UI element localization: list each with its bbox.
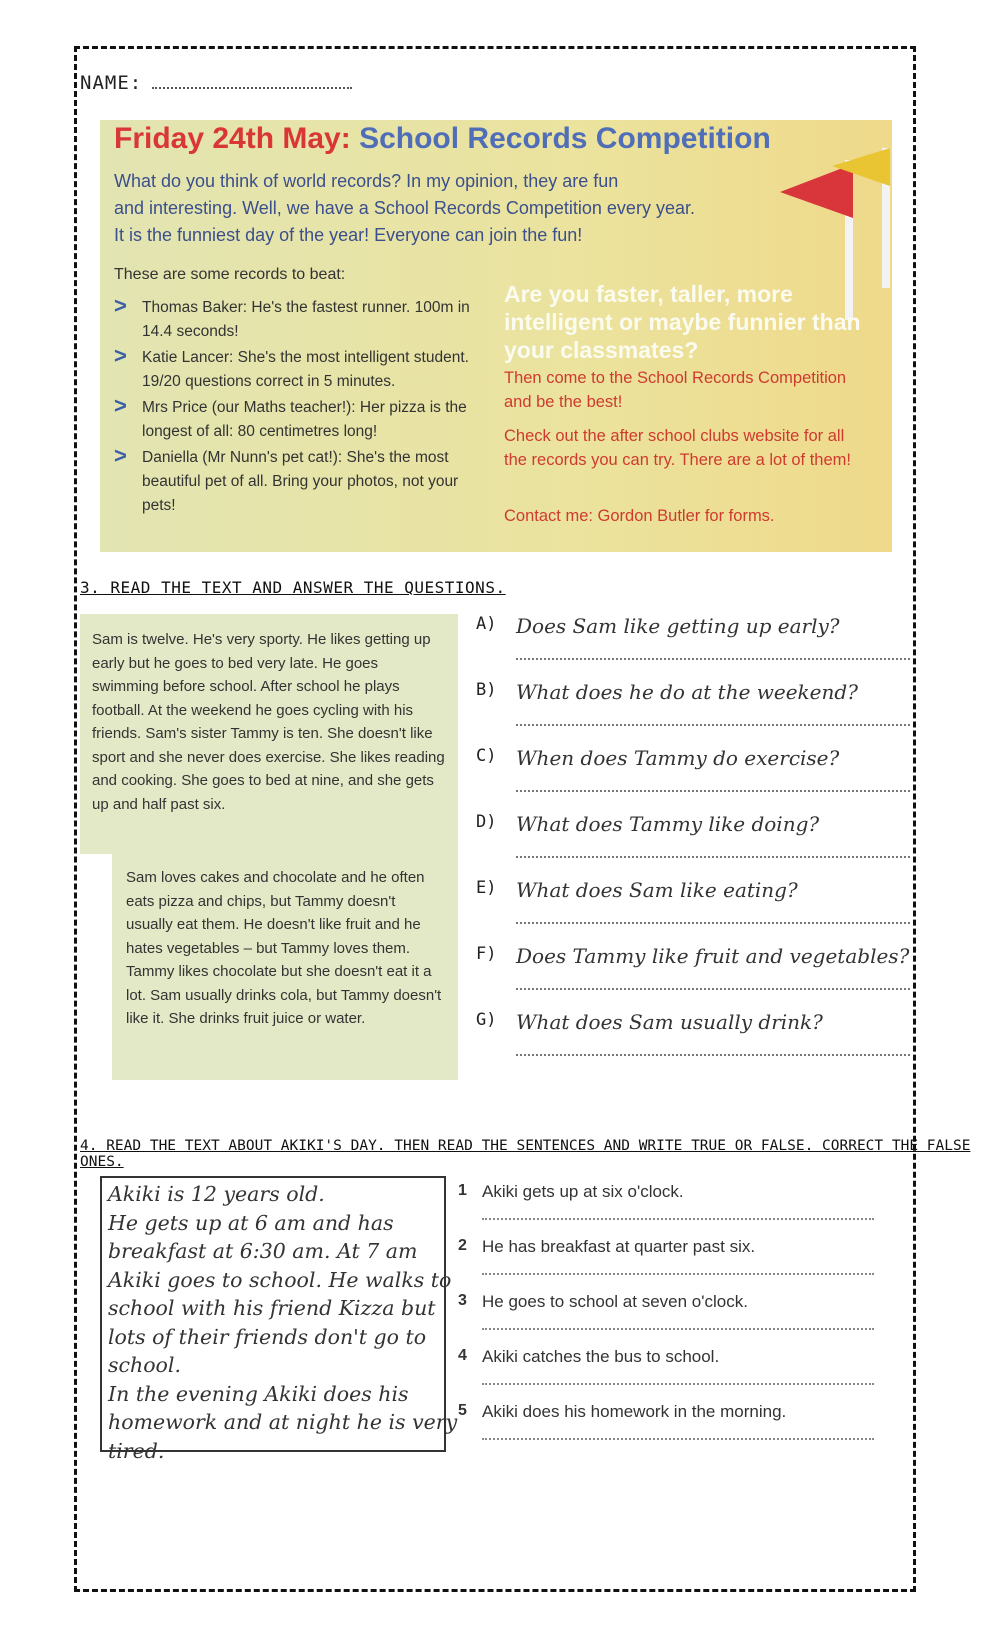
- sentence-number: 3: [458, 1292, 467, 1309]
- answer-line[interactable]: [516, 658, 910, 660]
- question-letter: A): [476, 614, 497, 634]
- question-text: When does Tammy do exercise?: [516, 746, 840, 770]
- question-item: [476, 810, 916, 876]
- akiki-line: He gets up at 6 am and has: [108, 1210, 394, 1235]
- records-flyer: [100, 120, 892, 552]
- flyer-title: [114, 122, 771, 156]
- flyer-intro: [114, 168, 774, 249]
- section-4-heading: 4. READ THE TEXT ABOUT AKIKI'S DAY. THEN READ THE SENTENCES AND WRITE TRUE OR FALSE. CORRECT THE FALSE ONES.: [80, 1138, 971, 1170]
- sentence-item: [458, 1237, 878, 1292]
- akiki-line: Akiki goes to school. He walks to: [108, 1267, 452, 1292]
- chevron-right-icon: >: [114, 443, 127, 468]
- question-letter: D): [476, 812, 497, 832]
- question-item: [476, 942, 916, 1008]
- akiki-line: homework and at night he is very: [108, 1410, 458, 1434]
- akiki-text-box: [100, 1176, 458, 1463]
- intro-line: and interesting. Well, we have a School Records Competition every year.: [114, 198, 695, 218]
- question-item: [476, 678, 916, 744]
- answer-line[interactable]: [482, 1383, 874, 1385]
- name-field[interactable]: [80, 72, 352, 94]
- answer-line[interactable]: [516, 988, 910, 990]
- flyer-date: Friday 24th May:: [114, 122, 351, 155]
- sentence-item: [458, 1347, 878, 1402]
- sam-text-paragraph: Sam loves cakes and chocolate and he often eats pizza and chips, but Tammy doesn't usually eat them. He doesn't like fruit and he hates vegetables – but Tammy loves them. Tammy likes chocolate but she doesn't eat it a lot. Sam usually drinks cola, but Tammy doesn't like it. She drinks fruit juice or water.: [126, 869, 442, 1027]
- intro-line: It is the funniest day of the year! Everyone can join the fun!: [114, 225, 583, 245]
- flags-icon: [760, 140, 900, 230]
- sentence-number: 2: [458, 1237, 467, 1254]
- question-letter: F): [476, 944, 497, 964]
- record-item: > Daniella (Mr Nunn's pet cat!): She's the most beautiful pet of all. Bring your photos, not your pets!: [114, 443, 459, 514]
- flyer-question: Are you faster, taller, more intelligent or maybe funnier than your classmates?: [504, 281, 861, 363]
- sentence-item: [458, 1402, 878, 1457]
- sam-text-box: [80, 614, 458, 854]
- akiki-line: tired.: [108, 1438, 165, 1463]
- sentence-number: 4: [458, 1347, 467, 1364]
- answer-line[interactable]: [516, 922, 910, 924]
- flyer-website: Check out the after school clubs website for all the records you can try. There are a lot of them!: [504, 427, 851, 469]
- name-blank[interactable]: [152, 87, 352, 89]
- flyer-come: Then come to the School Records Competition and be the best!: [504, 369, 847, 411]
- question-item: [476, 1008, 916, 1074]
- akiki-line: lots of their friends don't go to: [108, 1324, 427, 1349]
- question-letter: E): [476, 878, 497, 898]
- answer-line[interactable]: [516, 724, 910, 726]
- akiki-line: Akiki is 12 years old.: [108, 1182, 325, 1206]
- question-text: Does Sam like getting up early?: [516, 614, 840, 638]
- sentence-text: Akiki gets up at six o'clock.: [482, 1182, 684, 1201]
- answer-line[interactable]: [516, 790, 910, 792]
- sentence-text: He has breakfast at quarter past six.: [482, 1237, 756, 1256]
- sentence-text: Akiki catches the bus to school.: [482, 1347, 720, 1366]
- answer-line[interactable]: [482, 1218, 874, 1220]
- record-item: > Katie Lancer: She's the most intelligent student. 19/20 questions correct in 5 minutes.: [114, 343, 469, 390]
- question-item: [476, 876, 916, 942]
- akiki-line: school.: [108, 1353, 181, 1377]
- question-letter: C): [476, 746, 497, 766]
- answer-line[interactable]: [482, 1328, 874, 1330]
- akiki-line: breakfast at 6:30 am. At 7 am: [108, 1239, 418, 1263]
- answer-line[interactable]: [516, 1054, 910, 1056]
- question-list: [476, 612, 916, 1074]
- question-text: What does Sam usually drink?: [516, 1010, 823, 1034]
- sam-text-box: [112, 854, 458, 1080]
- sentence-item: [458, 1182, 878, 1237]
- flyer-contact: Contact me: Gordon Butler for forms.: [504, 507, 775, 525]
- sam-text-paragraph: Sam is twelve. He's very sporty. He likes getting up early but he goes to bed very late. He goes swimming before school. After school he plays football. At the weekend he goes cycling with his friends. Sam's sister Tammy is ten. She doesn't like sport and she never does exercise. She likes reading and cooking. She goes to bed at nine, and she gets up and half past six.: [92, 631, 445, 813]
- question-letter: B): [476, 680, 497, 700]
- question-text: Does Tammy like fruit and vegetables?: [516, 944, 910, 968]
- akiki-line: In the evening Akiki does his: [108, 1381, 409, 1406]
- question-item: [476, 744, 916, 810]
- answer-line[interactable]: [482, 1438, 874, 1440]
- question-text: What does Sam like eating?: [516, 878, 798, 902]
- intro-line: What do you think of world records? In my opinion, they are fun: [114, 171, 619, 191]
- question-item: [476, 612, 916, 678]
- sentence-text: Akiki does his homework in the morning.: [482, 1402, 787, 1421]
- sentence-text: He goes to school at seven o'clock.: [482, 1292, 748, 1311]
- records-heading: These are some records to beat:: [114, 266, 346, 283]
- record-item: > Thomas Baker: He's the fastest runner. 100m in 14.4 seconds!: [114, 293, 470, 340]
- record-item: > Mrs Price (our Maths teacher!): Her pizza is the longest of all: 80 centimetres long!: [114, 393, 467, 440]
- flyer-competition: School Records Competition: [359, 122, 771, 155]
- name-label: NAME:: [80, 72, 143, 94]
- sentence-item: [458, 1292, 878, 1347]
- answer-line[interactable]: [482, 1273, 874, 1275]
- true-false-list: [458, 1182, 878, 1457]
- section-3-heading: 3. READ THE TEXT AND ANSWER THE QUESTIONS.: [80, 578, 506, 597]
- question-text: What does he do at the weekend?: [516, 680, 858, 704]
- chevron-right-icon: >: [114, 293, 127, 318]
- chevron-right-icon: >: [114, 343, 127, 368]
- akiki-line: school with his friend Kizza but: [108, 1296, 436, 1320]
- question-text: What does Tammy like doing?: [516, 812, 820, 836]
- sentence-number: 5: [458, 1402, 467, 1419]
- sentence-number: 1: [458, 1182, 467, 1199]
- chevron-right-icon: >: [114, 393, 127, 418]
- records-list: [114, 293, 484, 520]
- question-letter: G): [476, 1010, 497, 1030]
- answer-line[interactable]: [516, 856, 910, 858]
